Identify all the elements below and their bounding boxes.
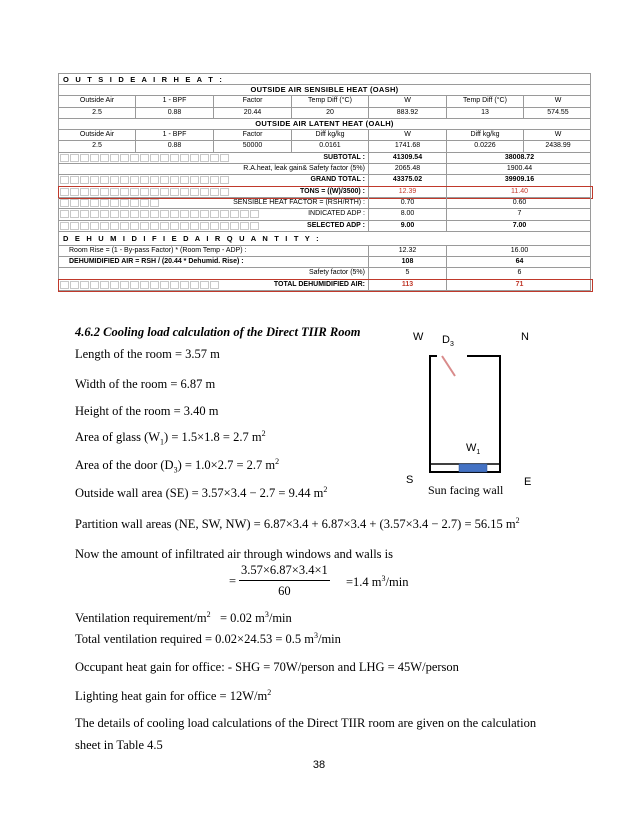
door-d3 xyxy=(442,356,455,376)
infiltration-result-unit: /min xyxy=(385,575,409,590)
summary-value-a: 9.00 xyxy=(369,221,447,231)
summary-value-b: 38008.72 xyxy=(504,153,535,161)
door-area-sub: 3 xyxy=(173,465,178,475)
oalh-header-cell: Diff kg/kg xyxy=(292,130,369,140)
summary-row xyxy=(58,221,591,232)
dehum-value-b: 64 xyxy=(515,258,524,266)
room-diagram xyxy=(425,350,525,476)
empty-cells xyxy=(59,188,229,196)
dehum-value-b: 6 xyxy=(517,269,522,277)
dehum-label: Safety factor (5%) xyxy=(214,268,369,278)
summary-label: SENSIBLE HEAT FACTOR = (RSH/RTH) : xyxy=(159,198,369,208)
tons-value-b: 11.40 xyxy=(511,187,528,195)
total-dehum-value-a: 113 xyxy=(369,280,447,290)
oalh-title: OUTSIDE AIR LATENT HEAT (OALH) xyxy=(255,118,394,128)
empty-cells xyxy=(59,281,219,289)
calculation-sheet xyxy=(58,73,591,291)
glass-area-sup: 2 xyxy=(261,429,266,438)
dehum-value-b: 16.00 xyxy=(510,246,529,254)
door-area-text-b: ) = 1.0×2.7 = 2.7 m xyxy=(177,458,276,473)
room-width: Width of the room = 6.87 m xyxy=(75,377,216,391)
oash-value-row xyxy=(58,108,591,119)
oalh-value-cell: 1741.68 xyxy=(369,141,447,151)
outside-wall-area xyxy=(75,485,327,501)
occupant-heat-gain: Occupant heat gain for office: - SHG = 70W/person and LHG = 45W/person xyxy=(75,660,459,674)
summary-value-a: 43375.02 xyxy=(369,175,447,185)
compass-n-label: N xyxy=(521,331,529,343)
section-heading: 4.6.2 Cooling load calculation of the Direct TIIR Room xyxy=(75,325,361,339)
tons-row xyxy=(58,187,591,198)
total-ventilation xyxy=(75,631,341,647)
summary-value-b: 7 xyxy=(517,210,522,218)
summary-value-a: 41309.54 xyxy=(369,153,447,163)
oash-header-row xyxy=(58,96,591,107)
dehumidified-title-row xyxy=(58,232,591,246)
dehum-value-a: 108 xyxy=(369,257,447,267)
infiltration-fraction xyxy=(239,563,330,599)
oash-header-cell: W xyxy=(554,97,562,105)
oash-header-cell: W xyxy=(369,96,447,106)
compass-s-label: S xyxy=(406,474,414,486)
oalh-header-cell: Factor xyxy=(214,130,292,140)
vent-total-sup: 3 xyxy=(313,631,318,640)
partition-sup: 2 xyxy=(515,516,520,525)
oalh-header-row xyxy=(58,130,591,141)
empty-cells xyxy=(59,199,159,207)
dehum-row xyxy=(58,257,591,268)
summary-value-a: 8.00 xyxy=(369,209,447,219)
fraction-equals: = xyxy=(229,574,237,588)
fraction-numerator: 3.57×6.87×3.4×1 xyxy=(239,563,330,581)
tons-value-a: 12.39 xyxy=(369,187,447,197)
vent-req-text-a: Ventilation requirement/m xyxy=(75,611,207,626)
oash-header-cell: Outside Air xyxy=(59,96,136,106)
oalh-header-cell: W xyxy=(554,131,562,139)
oalh-value-cell: 0.88 xyxy=(136,141,214,151)
vent-req-text-c: /min xyxy=(268,611,292,626)
oash-header-cell: 1 - BPF xyxy=(136,96,214,106)
room-walls xyxy=(430,356,500,472)
compass-w-label: W xyxy=(413,331,424,343)
oalh-value-cell: 2.5 xyxy=(59,141,136,151)
oalh-value-cell: 0.0161 xyxy=(292,141,369,151)
door-label-text: D xyxy=(442,334,450,346)
oash-header-cell: Temp Diff (°C) xyxy=(447,96,524,106)
infiltration-result xyxy=(346,574,408,590)
page-number: 38 xyxy=(312,759,326,771)
oash-value-cell: 20.44 xyxy=(214,108,292,118)
glass-area xyxy=(75,429,266,447)
outside-wall-sup: 2 xyxy=(323,485,328,494)
door-label xyxy=(442,334,454,348)
glass-area-text-a: Area of glass (W xyxy=(75,430,161,445)
dehum-label: Room Rise = (1 - By-pass Factor) * (Room Temp - ADP) : xyxy=(59,246,369,256)
oalh-title-row xyxy=(58,119,591,130)
total-dehum-value-b: 71 xyxy=(515,280,524,288)
window-label xyxy=(466,442,480,456)
window-label-sub: 1 xyxy=(476,449,481,457)
summary-value-b: 39909.16 xyxy=(504,176,535,184)
window-w1 xyxy=(459,464,487,472)
summary-row xyxy=(58,209,591,220)
oash-value-cell: 0.88 xyxy=(136,108,214,118)
summary-label: SUBTOTAL : xyxy=(214,153,369,163)
lighting-heat-gain xyxy=(75,688,271,704)
oash-title: OUTSIDE AIR SENSIBLE HEAT (OASH) xyxy=(250,85,399,94)
glass-area-sub: 1 xyxy=(160,437,165,447)
summary-row xyxy=(58,198,591,209)
door-area-sup: 2 xyxy=(275,457,280,466)
outside-air-heat-title: O U T S I D E A I R H E A T : xyxy=(63,75,225,84)
vent-total-text-b: /min xyxy=(317,632,341,647)
summary-label: SELECTED ADP : xyxy=(214,221,369,231)
window-label-text: W xyxy=(466,442,477,454)
dehum-label: TOTAL DEHUMIDIFIED AIR: xyxy=(214,280,369,290)
vent-req-sup2: 3 xyxy=(264,610,269,619)
room-length: Length of the room = 3.57 m xyxy=(75,347,220,361)
oash-value-cell: 574.55 xyxy=(547,108,569,116)
dehumidified-title: D E H U M I D I F I E D A I R Q U A N T I T Y : xyxy=(63,233,321,243)
summary-row xyxy=(58,153,591,164)
vent-req-text-b: = 0.02 m xyxy=(210,611,265,626)
oalh-header-cell: 1 - BPF xyxy=(136,130,214,140)
oash-value-cell: 20 xyxy=(292,108,369,118)
dehum-label: DEHUMIDIFIED AIR = RSH / (20.44 * Dehumid. Rise) : xyxy=(59,257,369,267)
oalh-value-cell: 0.0226 xyxy=(447,141,524,151)
partition-wall-area xyxy=(75,516,520,532)
compass-e-label: E xyxy=(524,476,532,488)
outside-wall-text: Outside wall area (SE) = 3.57×3.4 − 2.7 = 9.44 m xyxy=(75,486,324,501)
vent-req-sup: 2 xyxy=(206,610,211,619)
details-line-2: sheet in Table 4.5 xyxy=(75,738,163,752)
summary-row xyxy=(58,164,591,175)
infiltration-result-text: =1.4 m xyxy=(346,575,382,590)
summary-value-b: 1900.44 xyxy=(506,165,533,173)
oash-value-cell: 2.5 xyxy=(59,108,136,118)
oash-header-cell: Temp Diff (°C) xyxy=(292,96,369,106)
oalh-value-cell: 50000 xyxy=(214,141,292,151)
oalh-header-cell: Diff kg/kg xyxy=(447,130,524,140)
empty-cells xyxy=(59,154,229,162)
door-label-sub: 3 xyxy=(449,341,454,349)
sun-facing-wall-label: Sun facing wall xyxy=(428,483,504,497)
summary-value-a: 2065.48 xyxy=(369,164,447,174)
infiltrated-air-intro: Now the amount of infiltrated air through windows and walls is xyxy=(75,547,393,561)
glass-area-text-b: ) = 1.5×1.8 = 2.7 m xyxy=(164,430,262,445)
summary-label: GRAND TOTAL : xyxy=(214,175,369,185)
oalh-value-row xyxy=(58,141,591,152)
oalh-header-cell: Outside Air xyxy=(59,130,136,140)
infiltration-result-sup: 3 xyxy=(381,574,386,583)
ventilation-requirement xyxy=(75,610,292,626)
empty-cells xyxy=(59,176,229,184)
room-height: Height of the room = 3.40 m xyxy=(75,404,219,418)
summary-value-b: 0.60 xyxy=(512,198,527,206)
dehum-row xyxy=(58,246,591,257)
fraction-denominator: 60 xyxy=(278,584,291,598)
summary-value-a: 0.70 xyxy=(369,198,447,208)
door-area-text-a: Area of the door (D xyxy=(75,458,174,473)
summary-value-b: 7.00 xyxy=(512,221,527,229)
summary-label: R.A.heat, leak gain& Safety factor (5%) xyxy=(59,164,369,174)
oash-value-cell: 883.92 xyxy=(369,108,447,118)
dehum-value-a: 5 xyxy=(369,268,447,278)
outside-air-heat-row xyxy=(58,73,591,85)
oalh-value-cell: 2438.99 xyxy=(545,142,571,150)
dehum-row xyxy=(58,268,591,279)
summary-row xyxy=(58,175,591,186)
vent-total-text-a: Total ventilation required = 0.02×24.53 = 0.5 m xyxy=(75,632,314,647)
oash-header-cell: Factor xyxy=(214,96,292,106)
lighting-sup: 2 xyxy=(267,688,272,697)
oash-title-row xyxy=(58,85,591,96)
summary-label: INDICATED ADP : xyxy=(214,209,369,219)
oalh-header-cell: W xyxy=(369,130,447,140)
details-line-1: The details of cooling load calculations of the Direct TIIR room are given on the calculation xyxy=(75,716,537,730)
dehum-value-a: 12.32 xyxy=(369,246,447,256)
summary-label: TONS = ((W)/3500) : xyxy=(214,187,369,197)
total-dehum-row xyxy=(58,280,591,291)
oash-value-cell: 13 xyxy=(447,108,524,118)
lighting-text: Lighting heat gain for office = 12W/m xyxy=(75,689,268,704)
partition-text: Partition wall areas (NE, SW, NW) = 6.87×3.4 + 6.87×3.4 + (3.57×3.4 − 2.7) = 56.15 m xyxy=(75,517,516,532)
door-area xyxy=(75,457,279,475)
